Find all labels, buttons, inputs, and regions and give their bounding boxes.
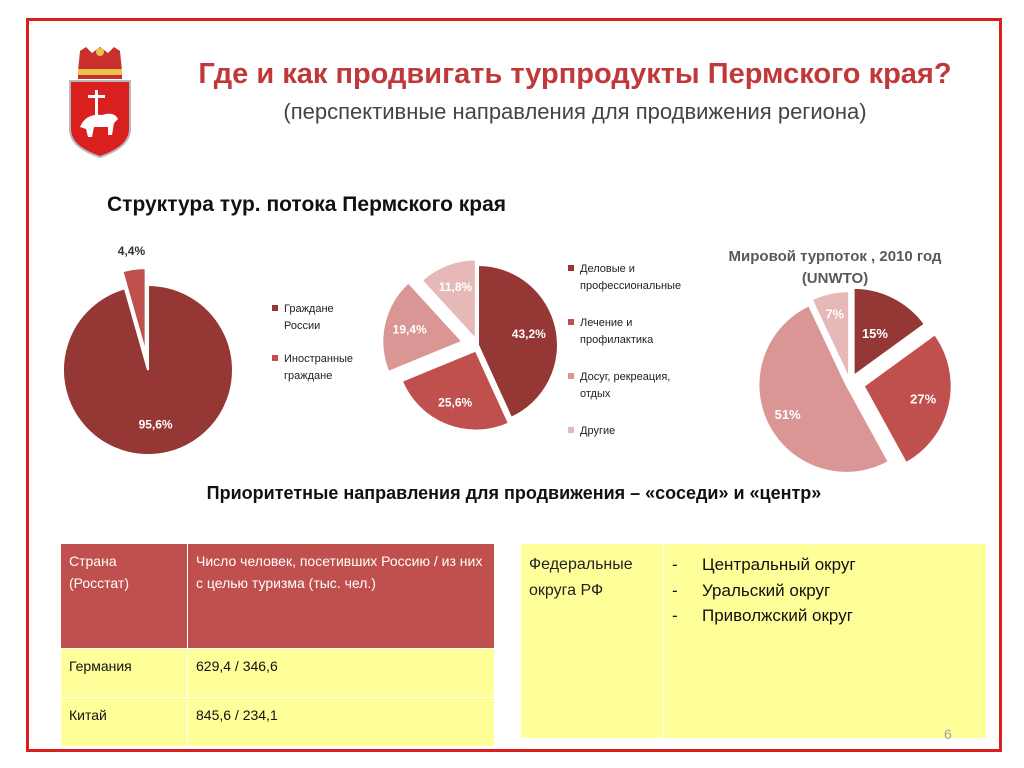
data-label: 95,6%: [138, 417, 173, 432]
pie-chart-tourist-origin: [60, 230, 380, 470]
legend-swatch: [568, 319, 574, 325]
table-header-row: [61, 544, 495, 649]
page-number: 6: [944, 726, 952, 742]
legend-label: Лечение и профилактика: [580, 317, 654, 346]
list-item: [672, 603, 978, 629]
table-cell: 629,4 / 346,6: [188, 649, 495, 698]
pie-chart-tourism-purpose: [378, 250, 723, 450]
table-row: [521, 544, 987, 739]
data-label: 25,6%: [438, 395, 473, 410]
chart-title: (UNWTO): [801, 270, 869, 287]
data-label: 19,4%: [392, 322, 427, 337]
list-item-text: Центральный округ: [702, 555, 856, 574]
data-label: 51%: [774, 406, 801, 422]
legend-label: Досуг, рекреация, отдых: [580, 371, 671, 400]
list-item-text: Уральский округ: [702, 580, 831, 600]
federal-districts-label: Федеральные округа РФ: [521, 544, 664, 739]
data-label: 27%: [910, 391, 937, 407]
legend-swatch: [568, 427, 574, 433]
legend-label: Граждане России: [284, 303, 334, 332]
legend-swatch: [568, 373, 574, 379]
table-row: [61, 649, 495, 698]
coat-of-arms-logo: [64, 47, 136, 159]
list-dash: -: [672, 555, 678, 574]
table-row: [61, 698, 495, 747]
data-label: 7%: [825, 306, 845, 322]
legend-swatch: [568, 265, 574, 271]
table-cell: Китай: [61, 698, 188, 747]
priority-text: Приоритетные направления для продвижения – «соседи» и «центр»: [206, 483, 822, 503]
table-cell: 845,6 / 234,1: [188, 698, 495, 747]
legend-label: Деловые и профессиональные: [580, 263, 682, 292]
list-item: [672, 552, 978, 578]
legend-label: Другие: [580, 425, 616, 437]
federal-districts-list-cell: [664, 544, 987, 739]
section-title: Структура тур. потока Пермского края: [107, 193, 507, 216]
pie-chart-world-tourism: [700, 238, 990, 478]
table-cell: Германия: [61, 649, 188, 698]
legend-label: Иностранные граждане: [284, 353, 354, 382]
page-subtitle: (перспективные направления для продвижения региона): [283, 99, 867, 124]
data-label: 43,2%: [511, 326, 546, 341]
table-header-cell: Число человек, посетивших Россию / из них с целью туризма (тыс. чел.): [188, 544, 495, 649]
legend-swatch: [272, 305, 278, 311]
country-visitors-table: [60, 543, 495, 747]
federal-districts-table: [520, 543, 987, 739]
federal-districts-list: [672, 552, 978, 629]
legend-swatch: [272, 355, 278, 361]
table-header-cell: Страна (Росстат): [61, 544, 188, 649]
list-item: [672, 578, 978, 604]
chart-title: Мировой турпоток , 2010 год: [728, 248, 942, 265]
page-title: Где и как продвигать турпродукты Пермского края?: [198, 58, 952, 90]
data-label: 15%: [861, 325, 888, 341]
data-label: 11,8%: [438, 280, 473, 295]
data-label: 4,4%: [117, 244, 146, 259]
list-dash: -: [672, 580, 678, 600]
list-item-text: Приволжский округ: [702, 606, 853, 625]
list-dash: -: [672, 606, 678, 625]
